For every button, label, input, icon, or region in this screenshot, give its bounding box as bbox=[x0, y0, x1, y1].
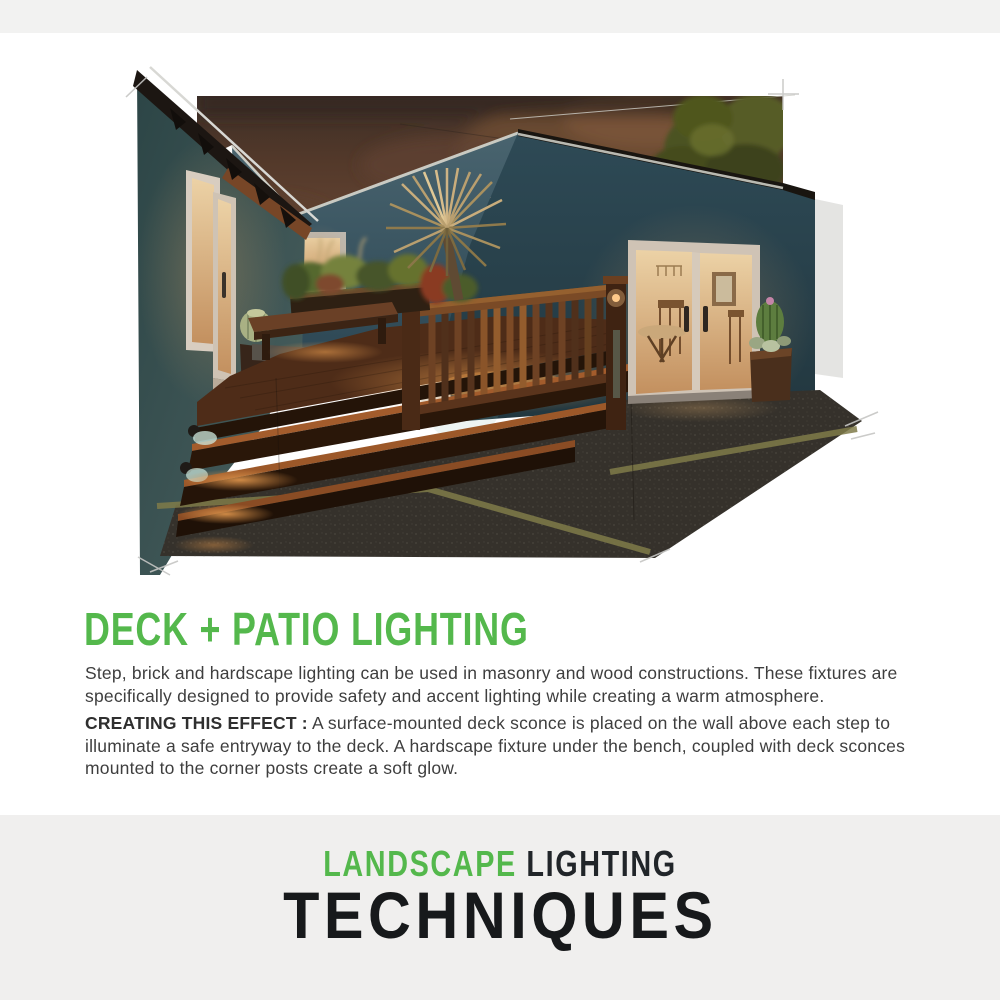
door-handle-right bbox=[703, 306, 708, 332]
french-doors bbox=[628, 240, 760, 404]
hardscape-light-glow bbox=[267, 341, 383, 363]
footer-title: TECHNIQUES bbox=[282, 878, 718, 952]
door-handle bbox=[222, 272, 226, 298]
cactus-flower bbox=[766, 297, 774, 305]
effect-text: A surface-mounted deck sconce is placed on the wall above each step to illuminate a safe entryway to the deck. A hardscape fixture under the bench, coupled with deck sconces mounted to the corner posts create a soft glow. bbox=[85, 713, 906, 778]
door-handle-left bbox=[684, 306, 689, 332]
section-title: DECK + PATIO LIGHTING bbox=[84, 603, 529, 655]
effect-paragraph bbox=[85, 712, 935, 780]
door-left-glass bbox=[636, 250, 692, 394]
wall-side-panel bbox=[815, 199, 843, 378]
rail-post-left bbox=[402, 300, 420, 430]
footer-band bbox=[0, 815, 1000, 1000]
brand-word-lighting: LIGHTING bbox=[526, 843, 677, 884]
brand-word-landscape: LANDSCAPE bbox=[323, 843, 517, 884]
section-paragraph: Step, brick and hardscape lighting can be used in masonry and wood constructions. These fixtures are specifically designed to provide safety and accent lighting while creating a warm atmosphere. bbox=[85, 663, 898, 706]
effect-label: CREATING THIS EFFECT : bbox=[85, 713, 308, 733]
